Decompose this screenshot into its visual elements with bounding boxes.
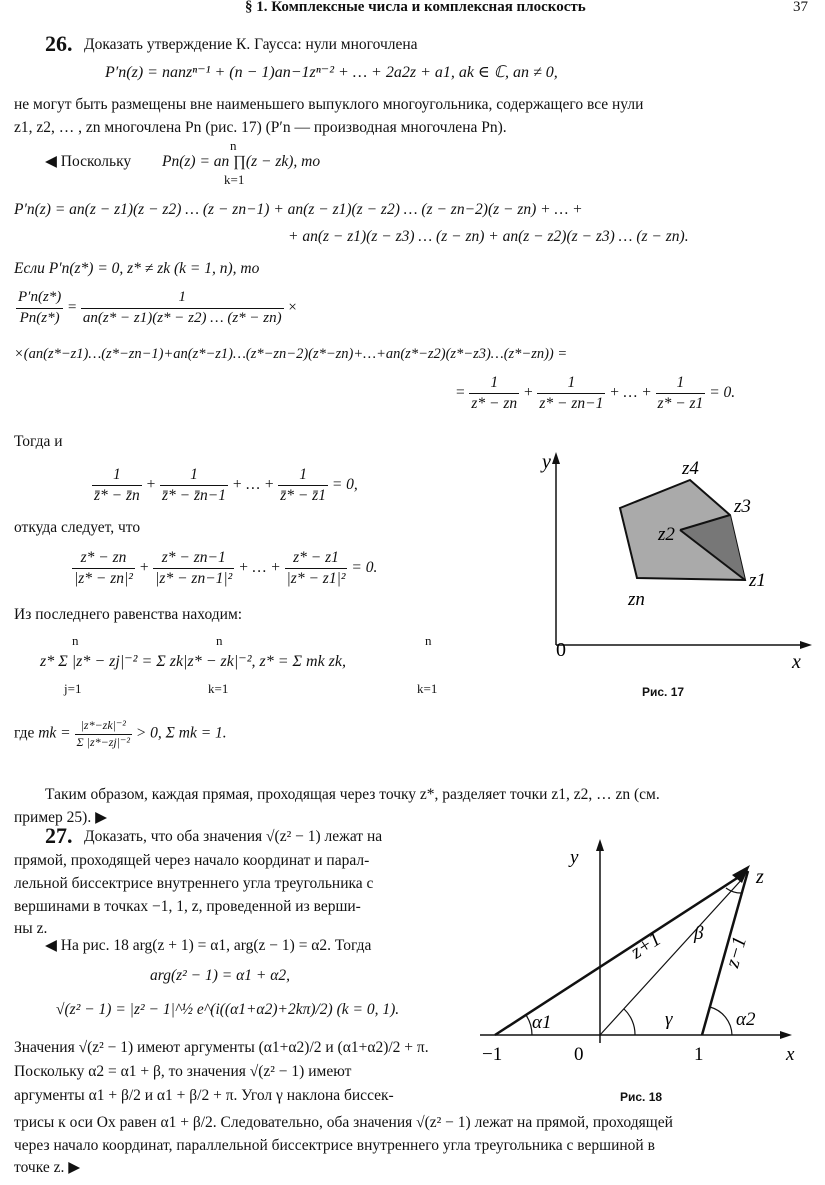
derivative-formula: P′n(z) = nanzⁿ⁻¹ + (n − 1)an−1zⁿ⁻² + … + 2a2z + a1, ak ∈ ℂ, an ≠ 0, — [105, 64, 558, 81]
mk-condition: > 0, Σ mk = 1. — [135, 724, 227, 742]
ellipsis-plus: + … + — [238, 559, 281, 577]
problem-27-line5: ны z. — [14, 920, 48, 937]
tick-0: 0 — [574, 1044, 584, 1065]
values-line: Значения √(z² − 1) имеют аргументы (α1+α2)/2 и (α1+α2)/2 + π. — [14, 1039, 429, 1056]
expansion-line2: + an(z − z1)(z − z3) … (z − zn) + an(z − z2)(z − z3) … (z − zn). — [288, 228, 689, 245]
x-axis-arrow-icon — [780, 1031, 792, 1039]
conclusion-line1: Таким образом, каждая прямая, проходящая через точку z*, разделяет точки z1, z2, … zn (см. — [45, 786, 660, 803]
problem-27-number: 27. — [45, 823, 73, 848]
page-number: 37 — [793, 0, 808, 15]
fraction-denominator: z* − zn−1 — [539, 395, 604, 413]
fraction-numerator: 1 — [278, 465, 328, 486]
fraction-denominator: |z* − zn|² — [74, 570, 133, 588]
root-formula: √(z² − 1) = |z² − 1|^½ e^(i((α1+α2)+2kπ)/2) (k = 0, 1). — [56, 1001, 400, 1018]
plus-sign: + — [145, 476, 157, 494]
axis-label-y: y — [542, 451, 551, 473]
label-z: z — [756, 866, 764, 888]
ratio-rhs-numerator: 1 — [81, 288, 284, 309]
y-axis-arrow-icon — [596, 839, 604, 851]
axis-label-y: y — [570, 847, 579, 868]
figure-17 — [520, 440, 820, 680]
label-z1: z1 — [749, 570, 766, 591]
conclusion-line2: пример 25). ▶ — [14, 809, 107, 826]
label-zn: zn — [628, 589, 645, 610]
tick-1: 1 — [694, 1044, 704, 1065]
ratio-rhs-denominator: an(z* − z1)(z* − z2) … (z* − zn) — [82, 309, 282, 326]
fraction-denominator: z* − zn — [471, 395, 518, 413]
sum-top-limit: n — [72, 633, 79, 648]
problem-26-number: 26. — [45, 31, 73, 56]
proof-line1: ◀ На рис. 18 arg(z + 1) = α1, arg(z − 1) = α2. Тогда — [45, 937, 372, 954]
from-last: Из последнего равенства находим: — [14, 606, 243, 623]
sum-bottom-limit: k=1 — [208, 681, 229, 696]
equals-zero: = 0, — [331, 476, 358, 494]
equals-sign: = — [455, 384, 466, 402]
final-sum-formula: z* Σ |z* − zj|⁻² = Σ zk|z* − zk|⁻², z* = Σ mk zk, — [40, 653, 347, 670]
problem-27-line2: прямой, проходящей через начало координат и парал- — [14, 852, 370, 869]
label-alpha2: α2 — [736, 1009, 756, 1030]
tick-minus-1: −1 — [482, 1044, 503, 1065]
final-line3: точке z. ▶ — [14, 1159, 81, 1176]
fraction-numerator: 1 — [92, 465, 142, 486]
y-axis-arrow-icon — [552, 452, 560, 464]
fraction-numerator: z* − zn−1 — [153, 548, 234, 569]
label-z-plus-1: z+1 — [626, 927, 665, 964]
since-line1: Поскольку α2 = α1 + β, то значения √(z² − 1) имеют — [14, 1063, 352, 1080]
sum-of-fractions — [455, 373, 735, 414]
label-z2: z2 — [658, 524, 675, 545]
since-formula: Pn(z) = an ∏(z − zk), то — [162, 153, 321, 170]
if-line: Если P′n(z*) = 0, z* ≠ zk (k = 1, n), то — [14, 260, 260, 277]
problem-26-intro: Доказать утверждение К. Гаусса: нули многочлена — [84, 36, 418, 53]
then-and: Тогда и — [14, 433, 63, 450]
plus-sign: + — [523, 384, 534, 402]
fraction-denominator: |z* − zn−1|² — [155, 570, 233, 588]
gamma-arc — [624, 1009, 635, 1035]
final-line2: через начало координат, параллельной биссектрисе внутреннего угла треугольника с вершиной в — [14, 1137, 655, 1154]
mk-denominator: Σ |z*−zj|⁻² — [76, 734, 130, 749]
arg-formula: arg(z² − 1) = α1 + α2, — [150, 967, 290, 984]
product-bottom-limit: k=1 — [224, 172, 245, 187]
final-line1: трисы к оси Ox равен α1 + β/2. Следовательно, оба значения √(z² − 1) лежат на прямой, проходящей — [14, 1114, 673, 1131]
label-alpha1: α1 — [532, 1012, 552, 1033]
fraction-denominator: z̄* − z̄1 — [280, 487, 326, 505]
long-product: ×(an(z*−z1)…(z*−zn−1)+an(z*−z1)…(z*−zn−2)(z*−zn)+…+an(z*−z2)(z*−z3)…(z*−zn)) = — [14, 346, 568, 362]
equals-zero: = 0. — [709, 384, 736, 402]
label-z4: z4 — [682, 458, 699, 479]
axis-label-x: x — [792, 651, 801, 673]
problem-27-line3: лельной биссектрисе внутреннего угла треугольника с — [14, 875, 374, 892]
ratio-equation: $\frac{P'n(z*)}{Pn(z*)}$ = $\frac{1}{an(z* - z1)(z* - z2) \dots (z* - zn)}$ × — [16, 288, 297, 328]
origin-label: 0 — [556, 639, 566, 661]
problem-27-line1: Доказать, что оба значения √(z² − 1) лежат на — [84, 828, 383, 845]
fraction-numerator: 1 — [656, 373, 706, 394]
where-label: где — [14, 724, 35, 742]
x-axis-arrow-icon — [800, 641, 812, 649]
since-line2: аргументы α1 + β/2 и α1 + β/2 + π. Угол γ наклона биссек- — [14, 1087, 394, 1104]
problem-26-statement-line1: не могут быть размещены вне наименьшего выпуклого многоугольника, содержащего все нули — [14, 96, 644, 113]
figure-17-caption: Рис. 17 — [642, 685, 685, 699]
figure-18-caption: Рис. 18 — [620, 1090, 663, 1104]
fraction-numerator: 1 — [469, 373, 519, 394]
fraction-denominator: |z* − z1|² — [286, 570, 346, 588]
mk-numerator: |z*−zk|⁻² — [75, 718, 132, 735]
mk-definition — [14, 718, 227, 750]
equals-zero: = 0. — [351, 559, 378, 577]
sum-bottom-limit: j=1 — [64, 681, 82, 696]
fraction-denominator: z̄* − z̄n — [94, 487, 140, 505]
plus-sign: + — [138, 559, 150, 577]
label-beta: β — [694, 923, 704, 944]
fraction-denominator: z* − z1 — [657, 395, 704, 413]
product-top-limit: n — [230, 138, 237, 153]
ellipsis-plus: + … + — [231, 476, 275, 494]
fraction-denominator: z̄* − z̄n−1 — [162, 487, 226, 505]
since-label: ◀ Поскольку — [45, 153, 132, 170]
whence: откуда следует, что — [14, 519, 141, 536]
modulus-sum — [72, 548, 377, 589]
alpha2-arc — [710, 1007, 732, 1035]
section-header: § 1. Комплексные числа и комплексная плоскость — [245, 0, 586, 15]
problem-26-statement-line2: z1, z2, … , zn многочлена Pn (рис. 17) (P′n — производная многочлена Pn). — [14, 119, 507, 136]
figure-18 — [470, 835, 815, 1070]
label-gamma: γ — [665, 1009, 673, 1030]
label-z-minus-1: z−1 — [721, 934, 752, 971]
label-z3: z3 — [734, 496, 751, 517]
sum-bottom-limit: k=1 — [417, 681, 438, 696]
ellipsis-plus: + … + — [609, 384, 652, 402]
times-sign: × — [287, 299, 298, 316]
sum-top-limit: n — [425, 633, 432, 648]
fraction-numerator: z* − zn — [72, 548, 135, 569]
ratio-denominator: Pn(z*) — [19, 309, 60, 326]
sum-top-limit: n — [216, 633, 223, 648]
conjugate-sum — [92, 465, 358, 506]
fraction-numerator: 1 — [160, 465, 228, 486]
axis-label-x: x — [786, 1044, 795, 1065]
fraction-numerator: z* − z1 — [285, 548, 348, 569]
ratio-numerator: P′n(z*) — [16, 288, 63, 309]
mk-label: mk = — [38, 724, 71, 742]
fraction-numerator: 1 — [537, 373, 605, 394]
expansion-line1: P′n(z) = an(z − z1)(z − z2) … (z − zn−1) + an(z − z1)(z − z2) … (z − zn−2)(z − zn) + … + — [14, 201, 583, 218]
problem-27-line4: вершинами в точках −1, 1, z, проведенной из верши- — [14, 898, 361, 915]
